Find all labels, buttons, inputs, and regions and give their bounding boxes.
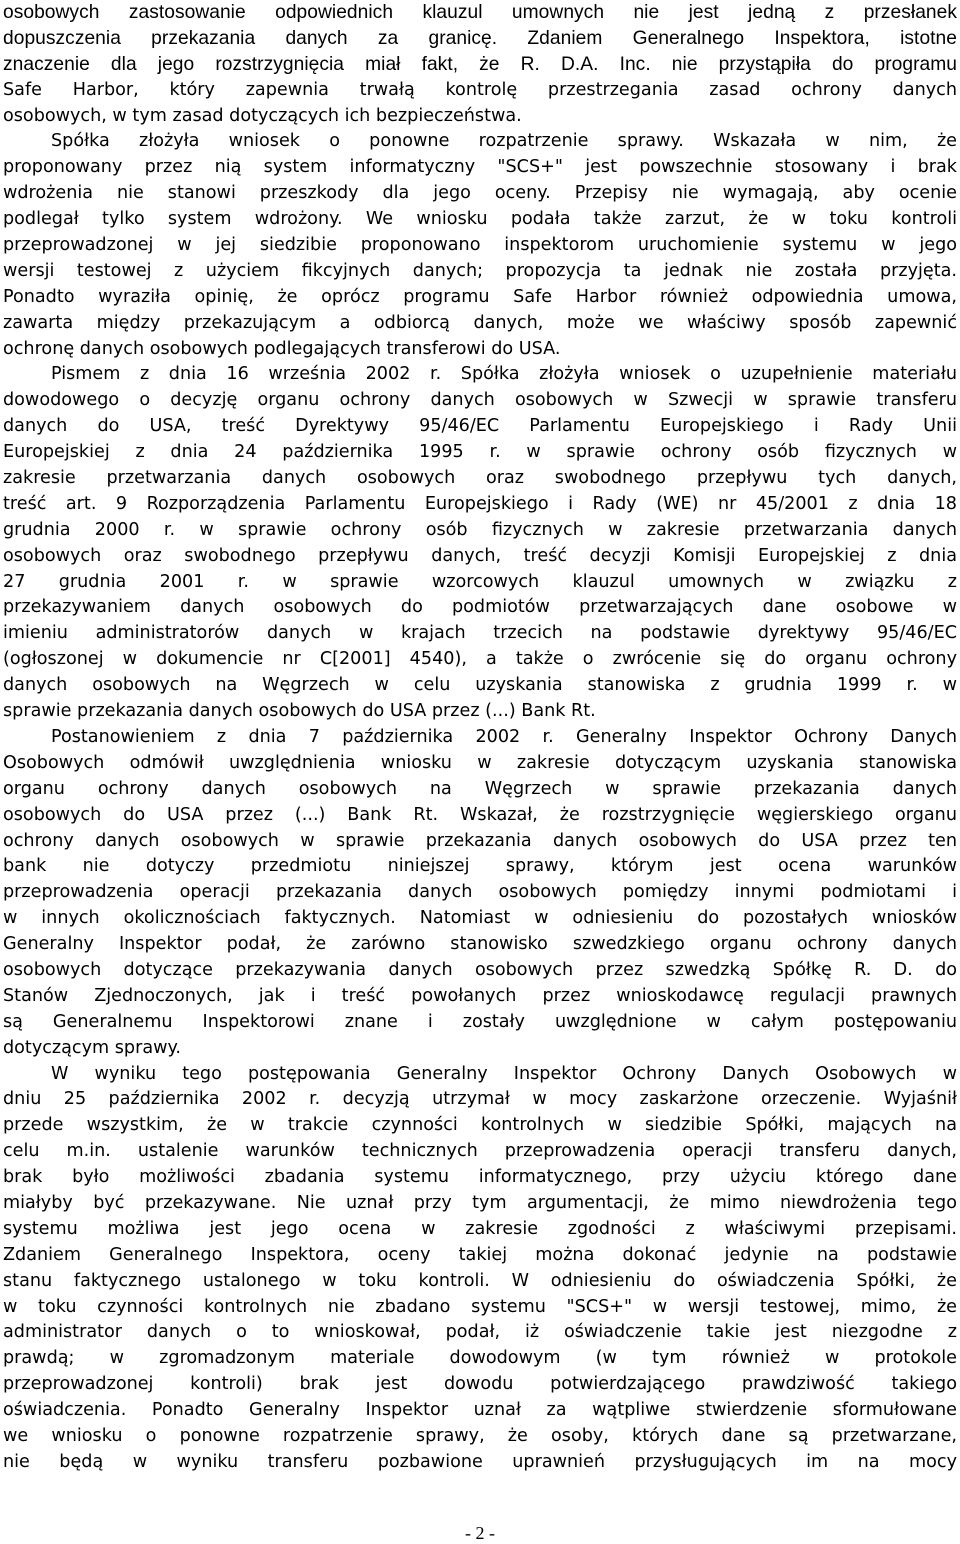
text-line: dowodowego o decyzję organu ochrony danych osobowych w Szwecji w sprawie transferu [3,390,957,411]
text-line: Spółka złożyła wniosek o ponowne rozpatrzenie sprawy. Wskazała w nim, że [51,131,957,152]
text-line: grudnia 2000 r. w sprawie ochrony osób fizycznych w zakresie przetwarzania danych [3,519,957,540]
text-line: osobowych dotyczące przekazywania danych osobowych przez szwedzką Spółkę R. D. do [3,959,957,980]
text-line: W wyniku tego postępowania Generalny Inspektor Ochrony Danych Osobowych w [51,1063,957,1084]
text-line: administrator danych o to wnioskował, podał, iż oświadczenie takie jest niezgodne z [3,1322,957,1343]
text-line: zawarta między przekazującym a odbiorcą danych, może we właściwy sposób zapewnić [3,312,957,333]
text-line: stanu faktycznego ustalonego w toku kontroli. W odniesieniu do oświadczenia Spółki, że [3,1270,957,1291]
text-line: osobowych do USA przez (...) Bank Rt. Wskazał, że rozstrzygnięcie węgierskiego organu [3,804,957,825]
text-line: są Generalnemu Inspektorowi znane i zostały uwzględnione w całym postępowaniu [3,1011,957,1032]
text-line: Ponadto wyraziła opinię, że oprócz programu Safe Harbor również odpowiednia umowa, [3,286,957,307]
text-line: Zdaniem Generalnego Inspektora, oceny takiej można dokonać jedynie na podstawie [3,1244,957,1265]
text-line: proponowany przez nią system informatyczny "SCS+" jest powszechnie stosowany i brak [3,157,957,178]
text-line: Generalny Inspektor podał, że zarówno stanowisko szwedzkiego organu ochrony danych [3,934,957,955]
text-line: celu m.in. ustalenie warunków technicznych przeprowadzenia operacji transferu danych, [3,1141,957,1162]
text-line: miałyby być przekazywane. Nie uznał przy tym argumentacji, że mimo niewdrożenia tego [3,1192,957,1213]
text-line: wersji testowej z użyciem fikcyjnych danych; propozycja ta jednak nie została przyjęta. [3,260,957,281]
text-line: Pismem z dnia 16 września 2002 r. Spółka złożyła wniosek o uzupełnienie materiału [51,364,957,385]
text-line: przeprowadzonej w jej siedzibie proponowano inspektorom uruchomienie systemu w jego [3,235,957,256]
text-line: 27 grudnia 2001 r. w sprawie wzorcowych klauzul umownych w związku z [3,571,957,592]
text-line: przeprowadzonej kontroli) brak jest dowodu potwierdzającego prawdziwość takiego [3,1374,957,1395]
text-line: dopuszczenia przekazania danych za granicę. Zdaniem Generalnego Inspektora, istotne [3,27,957,49]
text-line: Osobowych odmówił uwzględnienia wniosku w zakresie dotyczącym uzyskania stanowiska [3,752,957,773]
text-line: podlegał tylko system wdrożony. We wniosku podała także zarzut, że w toku kontroli [3,209,957,230]
text-line: w toku czynności kontrolnych nie zbadano systemu "SCS+" w wersji testowej, mimo, że [3,1296,957,1317]
text-line: dotyczącym sprawy. [3,1037,181,1058]
text-line: ochronę danych osobowych podlegających transferowi do USA. [3,338,561,359]
text-line: imieniu administratorów danych w krajach trzecich na podstawie dyrektywy 95/46/EC [3,623,957,644]
text-line: Safe Harbor, który zapewnia trwałą kontrolę przestrzegania zasad ochrony danych [3,79,957,100]
text-line: osobowych, w tym zasad dotyczących ich bezpieczeństwa. [3,105,522,126]
text-line: brak było możliwości zbadania systemu informatycznego, przy użyciu którego dane [3,1167,957,1188]
text-line: osobowych oraz swobodnego przepływu danych, treść decyzji Komisji Europejskiej z dnia [3,545,957,566]
text-line: Postanowieniem z dnia 7 października 2002 r. Generalny Inspektor Ochrony Danych [51,726,957,747]
text-line: bank nie dotyczy przedmiotu niniejszej sprawy, którym jest ocena warunków [3,856,957,877]
text-line: sprawie przekazania danych osobowych do USA przez (...) Bank Rt. [3,701,596,722]
text-line: znaczenie dla jego rozstrzygnięcia miał fakt, że R. D.A. Inc. nie przystąpiła do programu [3,53,957,75]
text-line: danych osobowych na Węgrzech w celu uzyskania stanowiska z grudnia 1999 r. w [3,675,957,696]
text-line: systemu możliwa jest jego ocena w zakresie zgodności z właściwymi przepisami. [3,1218,957,1239]
text-line: przede wszystkim, że w trakcie czynności kontrolnych w siedzibie Spółki, mających na [3,1115,957,1136]
text-line: Europejskiej z dnia 24 października 1995 r. w sprawie ochrony osób fizycznych w [3,442,957,463]
text-line: prawdą; w zgromadzonym materiale dowodowym (w tym również w protokole [3,1348,957,1369]
page-number: - 2 - [465,1523,495,1543]
text-line: osobowych zastosowanie odpowiednich klauzul umownych nie jest jedną z przesłanek [3,2,957,23]
text-line: dniu 25 października 2002 r. decyzją utrzymał w mocy zaskarżone orzeczenie. Wyjaśnił [3,1089,957,1110]
text-line: oświadczenia. Ponadto Generalny Inspektor uznał za wątpliwe stwierdzenie sformułowane [3,1400,957,1421]
text-line: treść art. 9 Rozporządzenia Parlamentu Europejskiego i Rady (WE) nr 45/2001 z dnia 18 [3,493,957,514]
text-line: wdrożenia nie stanowi przeszkody dla jego oceny. Przepisy nie wymagają, aby ocenie [3,183,957,204]
text-line: zakresie przetwarzania danych osobowych oraz swobodnego przepływu tych danych, [3,468,957,489]
text-line: organu ochrony danych osobowych na Węgrzech w sprawie przekazania danych [3,778,957,799]
text-line: w innych okolicznościach faktycznych. Natomiast w odniesieniu do pozostałych wniosków [3,908,957,929]
text-line: przeprowadzenia operacji przekazania danych osobowych pomiędzy innymi podmiotami i [3,882,957,903]
text-line: ochrony danych osobowych w sprawie przekazania danych osobowych do USA przez ten [3,830,957,851]
text-line: nie będą w wyniku transferu pozbawione uprawnień przysługujących im na mocy [3,1451,957,1472]
text-line: danych do USA, treść Dyrektywy 95/46/EC Parlamentu Europejskiego i Rady Unii [3,416,957,437]
text-line: przekazywaniem danych osobowych do podmiotów przetwarzających dane osobowe w [3,597,957,618]
text-line: Stanów Zjednoczonych, jak i treść powołanych przez wnioskodawcę regulacji prawnych [3,985,957,1006]
text-line: (ogłoszonej w dokumencie nr C[2001] 4540), a także o zwrócenie się do organu ochrony [3,649,957,670]
text-line: we wniosku o ponowne rozpatrzenie sprawy, że osoby, których dane są przetwarzane, [3,1425,957,1446]
